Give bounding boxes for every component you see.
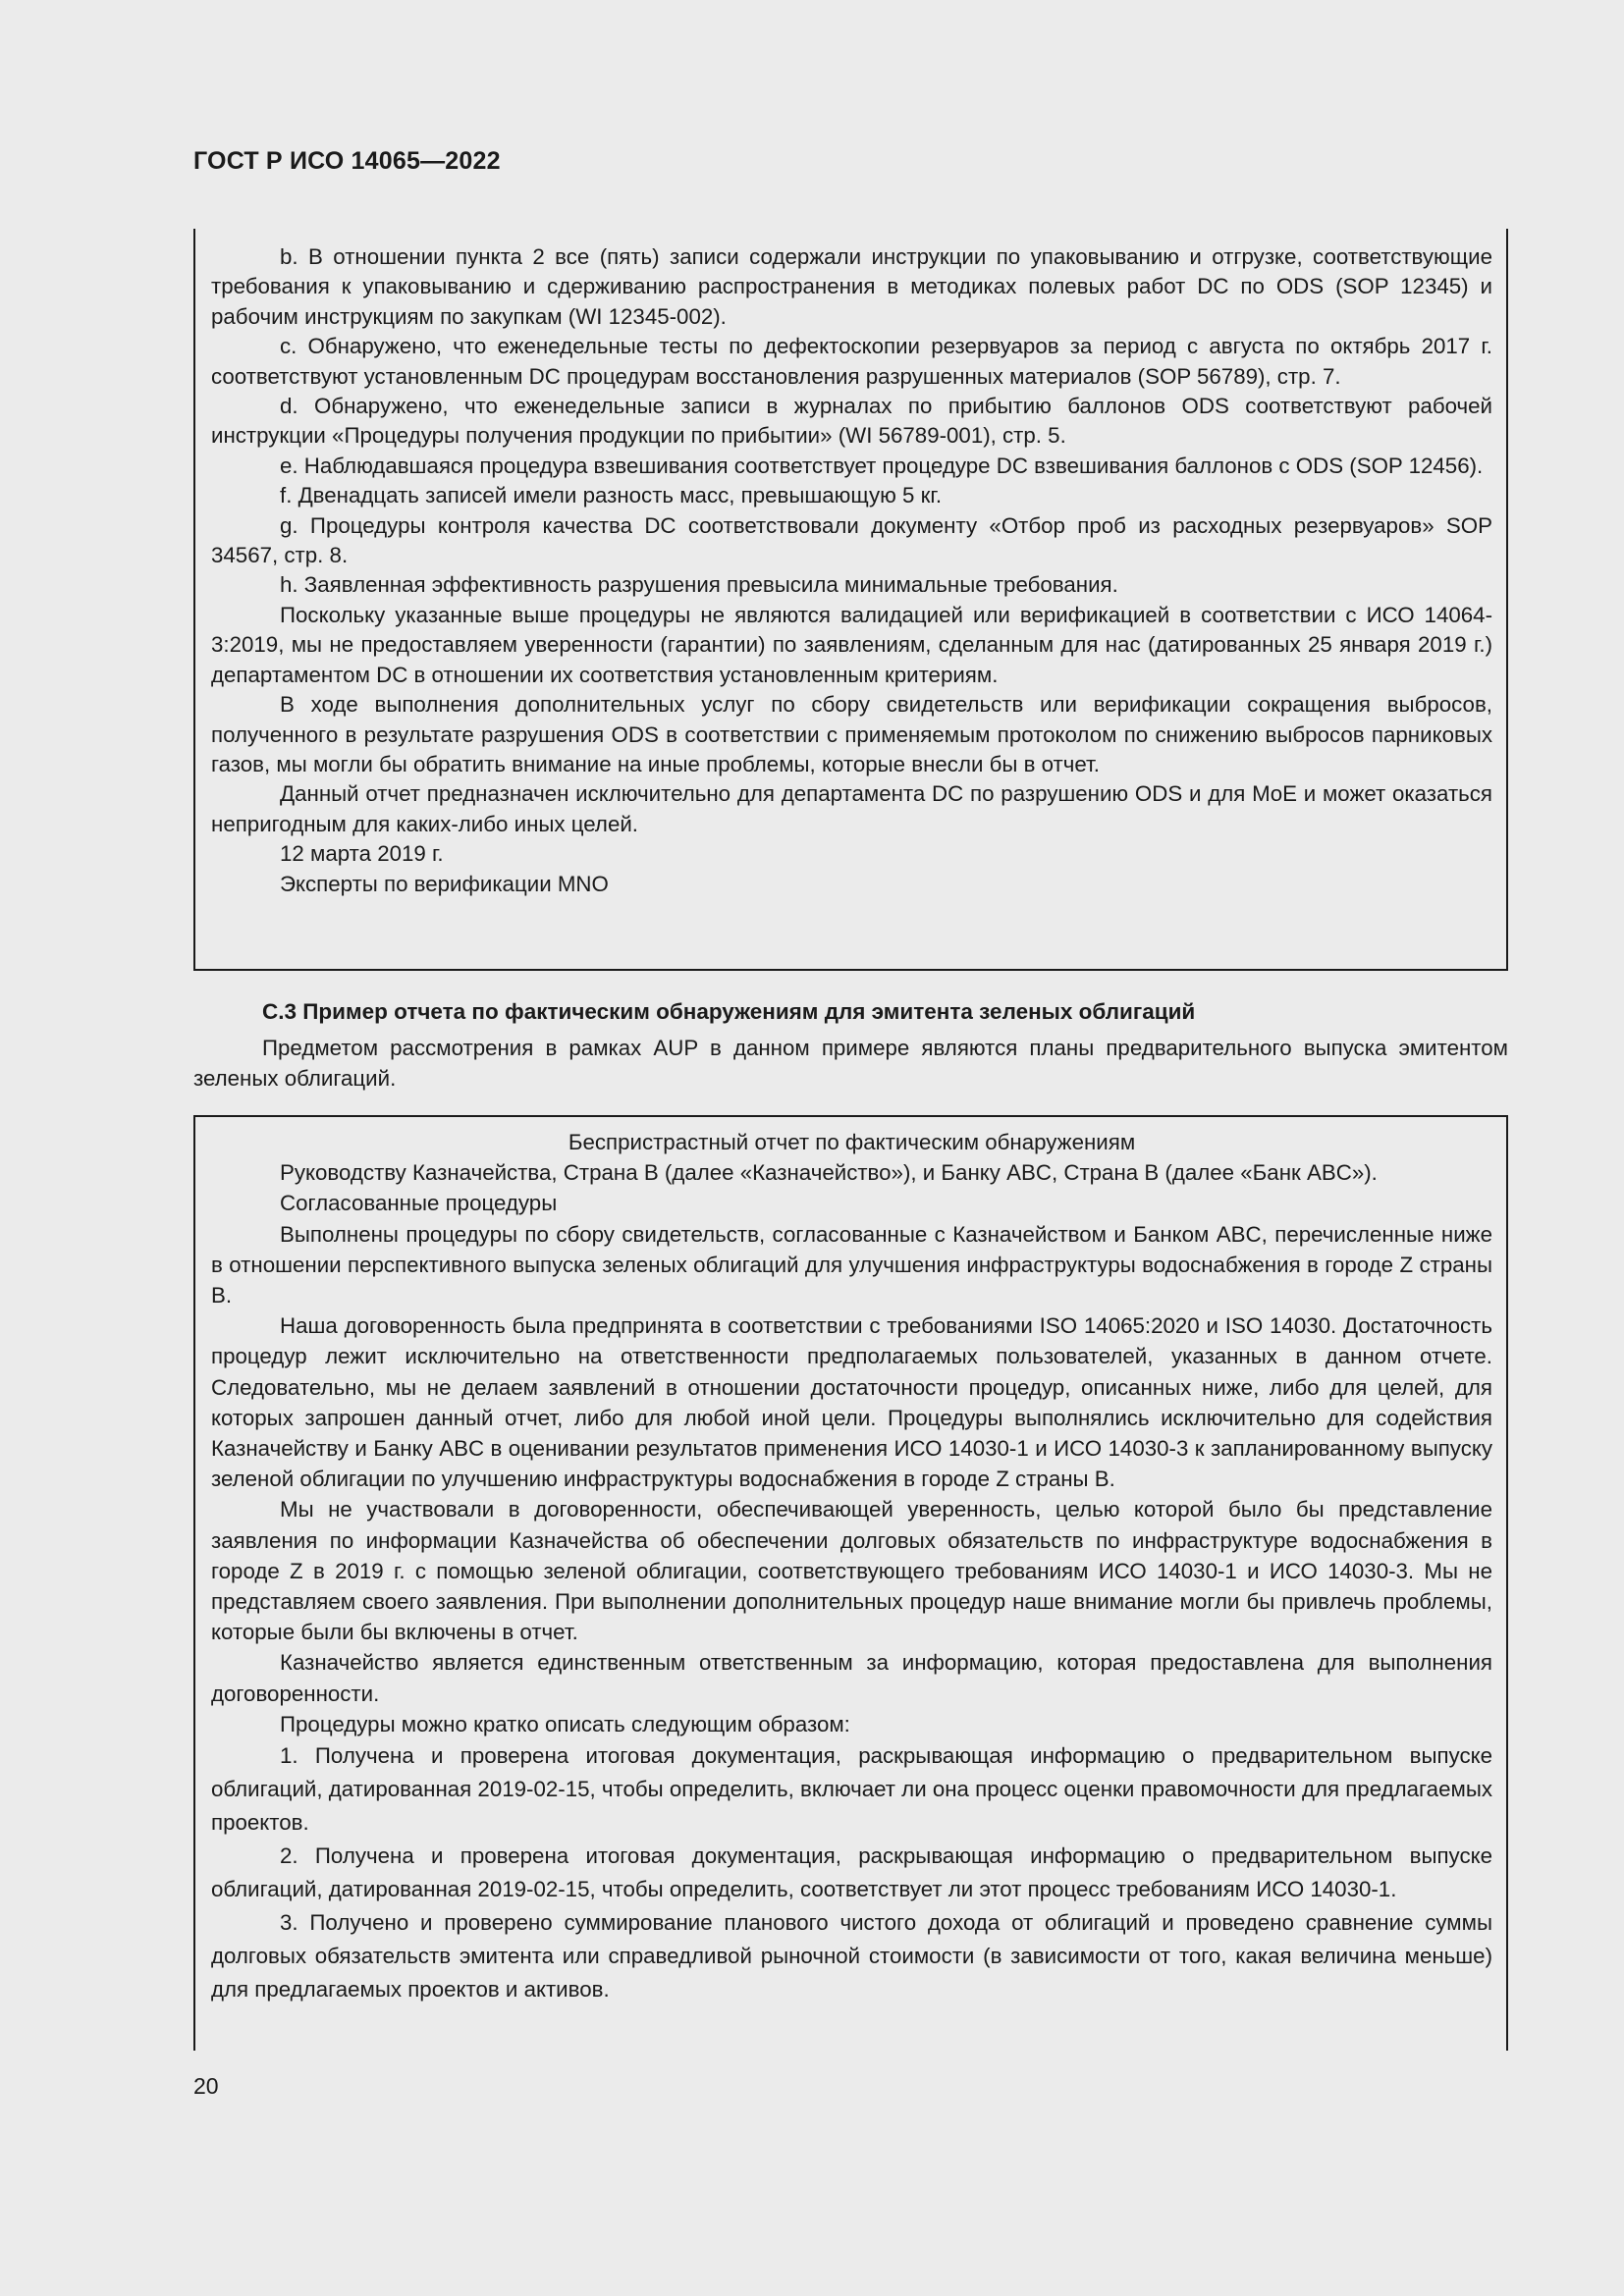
list-item: 1. Получена и проверена итоговая документация, раскрывающая информацию о предварительном выпуске облигаций, датированная 2019-02-15, чтобы определить, включает ли она процесс оценки правомочности для предлагаемых проектов. <box>211 1743 1492 1836</box>
procedures-summary-intro: Процедуры можно кратко описать следующим образом: <box>280 1711 850 1736</box>
report-signatory: Эксперты по верификации MNO <box>280 871 609 896</box>
finding-g: g. Процедуры контроля качества DC соответствовали документу «Отбор проб из расходных резервуаров» SOP 34567, стр. 8. <box>211 512 1492 568</box>
report-date: 12 марта 2019 г. <box>280 841 444 867</box>
finding-c: c. Обнаружено, что еженедельные тесты по дефектоскопии резервуаров за период с августа по октябрь 2017 г. соответствуют установленным DC процедурам восстановления разрушенных материалов (SOP 56789), стр. 7. <box>211 334 1492 389</box>
agreed-procedures-heading: Согласованные процедуры <box>280 1191 558 1216</box>
procedures-paragraph: Выполнены процедуры по сбору свидетельств, согласованные с Казначейством и Банком ABC, перечисленные ниже в отношении перспективного выпуска зеленых облигаций для улучшения инфраструктуры водоснабжения в городе Z страны B. <box>211 1221 1492 1308</box>
finding-h: h. Заявленная эффективность разрушения превысила минимальные требования. <box>280 572 1118 598</box>
no-assurance-paragraph: Мы не участвовали в договоренности, обеспечивающей уверенность, целью которой было бы представление заявления по информации Казначейства об обеспечении долговых обязательств по инфраструктуре водоснабжения в городе Z в 2019 г. с помощью зеленой облигации, соответствующего требованиям ИСО 14030-1 и ИСО 14030-3. Мы не представляем своего заявления. При выполнении дополнительных процедур наше внимание могли бы привлечь проблемы, которые были бы включены в отчет. <box>211 1497 1492 1645</box>
list-item: 3. Получено и проверено суммирование планового чистого дохода от облигаций и проведено сравнение суммы долговых обязательств эмитента или справедливой рыночной стоимости (в зависимости от того, какая величина меньше) для предлагаемых проектов и активов. <box>211 1910 1492 2002</box>
engagement-paragraph: Наша договоренность была предпринята в соответствии с требованиями ISO 14065:2020 и ISO 14030. Достаточность процедур лежит исключительно на ответственности предполагаемых пользователей, указанных в данном отчете. Следовательно, мы не делаем заявлений в отношении достаточности процедур, описанных ниже, либо для целей, для которых запрошен данный отчет, либо для любой иной цели. Процедуры выполнялись исключительно для содействия Казначейству и Банку ABC в оценивании результатов применения ИСО 14030-1 и ИСО 14030-3 к запланированному выпуску зеленой облигации по улучшению инфраструктуры водоснабжения в городе Z страны B. <box>211 1313 1492 1492</box>
section-c3 <box>193 996 1508 1094</box>
report-title: Беспристрастный отчет по фактическим обнаружениям <box>568 1130 1136 1154</box>
page-number: 20 <box>193 2073 219 2099</box>
responsibility-paragraph: Казначейство является единственным ответственным за информацию, которая предоставлена для выполнения договоренности. <box>211 1650 1492 1706</box>
finding-f: f. Двенадцать записей имели разность масс, превышающую 5 кг. <box>280 483 943 508</box>
document-header: ГОСТ Р ИСО 14065—2022 <box>193 147 501 175</box>
finding-d: d. Обнаружено, что еженедельные записи в журналах по прибытию баллонов ODS соответствуют рабочей инструкции «Процедуры получения продукции по прибытии» (WI 56789-001), стр. 5. <box>211 394 1492 449</box>
green-bond-report-box <box>193 1115 1508 2051</box>
section-heading: С.3 Пример отчета по фактическим обнаружениям для эмитента зеленых облигаций <box>262 999 1196 1024</box>
finding-e: e. Наблюдавшаяся процедура взвешивания соответствует процедуре DC взвешивания баллонов с ODS (SOP 12456). <box>280 453 1484 478</box>
section-intro: Предметом рассмотрения в рамках AUP в данном примере являются планы предварительного выпуска эмитентом зеленых облигаций. <box>193 1036 1508 1091</box>
list-item: 2. Получена и проверена итоговая документация, раскрывающая информацию о предварительном выпуске облигаций, датированная 2019-02-15, чтобы определить, соответствует ли этот процесс требованиям ИСО 14030-1. <box>211 1843 1492 1902</box>
additional-services-paragraph: В ходе выполнения дополнительных услуг по сбору свидетельств или верификации сокращения выбросов, полученного в результате разрушения ODS в соответствии с применяемым протоколом по снижению выбросов парниковых газов, мы могли бы обратить внимание на иные проблемы, которые внесли бы в отчет. <box>211 692 1492 776</box>
finding-b: b. В отношении пункта 2 все (пять) записи содержали инструкции по упаковыванию и отгрузке, соответствующие требования к упаковыванию и сдерживанию распространения в методиках полевых работ DC по ODS (SOP 12345) и рабочим инструкциям по закупкам (WI 12345-002). <box>211 244 1492 329</box>
disclaimer-paragraph: Поскольку указанные выше процедуры не являются валидацией или верификацией в соответствии с ИСО 14064-3:2019, мы не предоставляем уверенности (гарантии) по заявлениям, сделанным для нас (датированных 25 января 2019 г.) департаментом DC в отношении их соответствия установленным критериям. <box>211 602 1492 687</box>
verification-report-box <box>193 229 1508 971</box>
report-addressee: Руководству Казначейства, Страна В (далее «Казначейство»), и Банку ABC, Страна В (далее «Банк ABC»). <box>280 1160 1378 1186</box>
intended-use-paragraph: Данный отчет предназначен исключительно для департамента DC по разрушению ODS и для MoE и может оказаться непригодным для каких-либо иных целей. <box>211 781 1492 836</box>
